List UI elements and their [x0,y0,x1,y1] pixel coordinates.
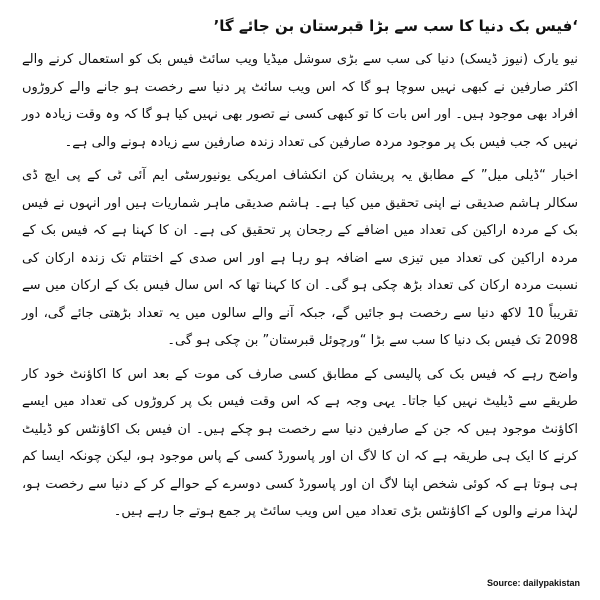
article-title: ‘فیس بک دنیا کا سب سے بڑا قبرستان بن جائے گا’ [213,17,578,35]
article-paragraph-1: نیو یارک (نیوز ڈیسک) دنیا کی سب سے بڑی سوشل میڈیا ویب سائٹ فیس بک کو استعمال کرنے والے اکثر صارفین نے کبھی نہیں سوچا ہو گا کہ اس ویب سائٹ پر دنیا سے رخصت ہو جانے والے کروڑوں افراد بھی موجود ہیں۔ اور اس بات کا تو کبھی کسی نے تصور بھی نہیں کیا ہو گا کہ وہ وقت زیادہ دور نہیں کہ جب فیس بک پر موجود مردہ صارفین کی تعداد زندہ صارفین سے زیادہ ہونے والی ہے۔ [22,52,578,150]
article [22,14,578,532]
article-paragraph-3: واضح رہے کہ فیس بک کی پالیسی کے مطابق کسی صارف کی موت کے بعد اس کا اکاؤنٹ خود کار طریقے سے ڈیلیٹ نہیں کیا جاتا۔ یہی وجہ ہے کہ اس وقت فیس بک پر کروڑوں کی تعداد میں ایسے اکاؤنٹ موجود ہیں کہ جن کے صارفین دنیا سے رخصت ہو چکے ہیں۔ ان فیس بک اکاؤنٹس کو ڈیلیٹ کرنے کا ایک ہی طریقہ ہے کہ ان کا لاگ ان اور پاسورڈ کسی کے پاس موجود ہو، لیکن چونکہ ایسا کم ہی ہوتا ہے کہ کوئی شخص اپنا لاگ ان اور پاسورڈ کسی دوسرے کے حوالے کر کے دنیا سے رخصت ہو، لہٰذا مرنے والوں کے اکاؤنٹس بڑی تعداد میں اس ویب سائٹ پر جمع ہوتے جا رہے ہیں۔ [22,366,578,519]
source-credit: Source: dailypakistan [486,578,580,588]
article-paragraph-2: اخبار “ڈیلی میل” کے مطابق یہ پریشان کن انکشاف امریکی یونیورسٹی ایم آئی ٹی کے پی ایچ ڈی سکالر ہاشم صدیقی نے اپنی تحقیق میں کیا ہے۔ ہاشم صدیقی ماہر شماریات ہیں اور انہوں نے فیس بک کے مردہ اراکین کی تعداد میں اضافے کے رجحان پر تحقیق کی ہے۔ ان کا کہنا ہے کہ فیس بک کے مردہ اراکین کی تعداد میں تیزی سے اضافہ ہو رہا ہے اور اس صدی کے اختتام تک زندہ ارکان کی نسبت مردہ ارکان کی تعداد بڑھ چکی ہو گی۔ ان کا کہنا تھا کہ اس سال فیس بک کے ارکان میں سے تقریباً 10 لاکھ دنیا سے رخصت ہو جائیں گے، جبکہ آنے والے سالوں میں یہ تعداد بڑھتی جائے گی، اور 2098 تک فیس بک دنیا کا سب سے بڑا “ورچوئل قبرستان” بن چکی ہو گی۔ [22,168,578,348]
